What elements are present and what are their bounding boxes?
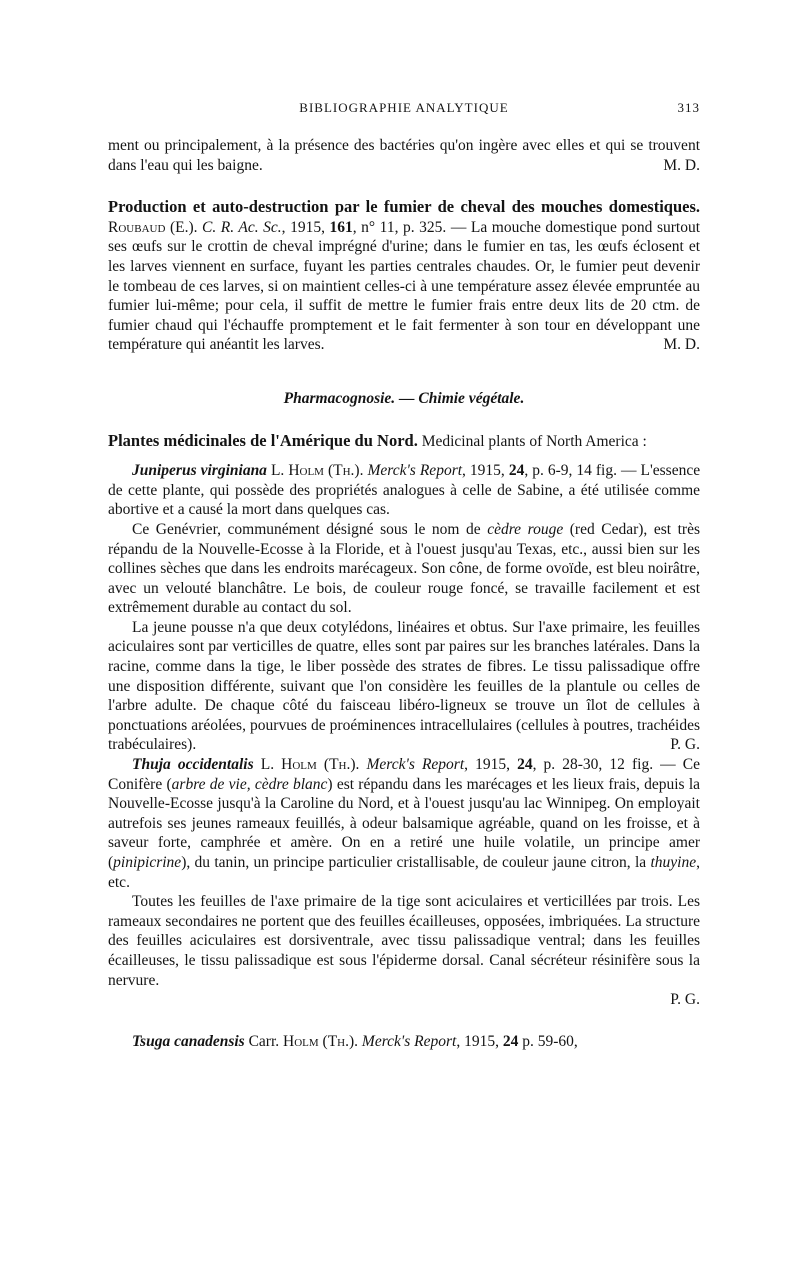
entry-plantes (108, 431, 700, 452)
emphasis: cèdre rouge (487, 520, 564, 538)
tsuga-reference (108, 1032, 700, 1052)
ref-volume: 24 (517, 756, 533, 774)
entry-volume: 161 (329, 218, 353, 236)
entry-continuation-text: ment ou principalement, à la présence des bactéries qu'on ingère avec elles et qui se trouvent dans l'eau qui les baigne. (108, 137, 700, 174)
author-name: Holm (283, 1032, 319, 1050)
entry-author: Roubaud (E.). (108, 218, 198, 236)
species-authority: L. (260, 756, 275, 774)
ref-year: , 1915, (456, 1032, 499, 1050)
entry-continuation (108, 136, 700, 175)
author-initial: (Th.). (323, 756, 360, 774)
paragraph-text: L'essence de cette plante, qui possède des propriétés analogues à celle de Sabine, a été utilisée comme abortive et a causé la mort dans quelques cas. (108, 462, 701, 519)
paragraph-text: (red Cedar), est très répandu de la Nouvelle-Ecosse à la Floride, et à l'ouest jusqu'au Texas, etc., aussi bien sur les collines sèches que dans les endroits marécageux. Son cône, de forme ovoïde, est bleu noirâtre, avec un velouté blanchâtre. Le bois, de couleur rouge foncé, se travaille facilement et est extrêmement durable au contact du sol. (108, 520, 700, 617)
author-name: Holm (281, 756, 317, 774)
species-name: Tsuga canadensis (132, 1032, 245, 1050)
entry-title: Production et auto-destruction par le fumier de cheval des mouches domestiques. (108, 197, 700, 217)
entry-fumier (108, 197, 700, 355)
author-name: Holm (288, 462, 324, 480)
emphasis: arbre de vie, cèdre blanc (171, 775, 328, 793)
journal-name: Merck's Report (366, 756, 465, 774)
paragraph-text: , etc. (108, 854, 700, 891)
juniperus-reference (108, 461, 700, 520)
thuja-reference (108, 755, 700, 892)
entry-ref-pages: , n° 11, p. 325. — (352, 218, 467, 236)
emphasis: pinipicrine (113, 854, 182, 871)
ref-pages: , p. 28-30, 12 fig. — (532, 756, 676, 774)
journal-name: Merck's Report (361, 1032, 457, 1050)
signature: P. G. (670, 736, 700, 754)
species-name: Thuja occidentalis (132, 756, 254, 774)
entry-journal: C. R. Ac. Sc. (202, 218, 282, 236)
juniperus-paragraph-2 (108, 520, 700, 618)
entry-subtitle: Medicinal plants of North America : (421, 432, 647, 450)
paragraph-text: Ce Genévrier, communément désigné sous le nom de (132, 520, 481, 538)
document-page (108, 98, 700, 1051)
signature: M. D. (663, 156, 700, 174)
signature: M. D. (663, 336, 700, 354)
entry-title: Plantes médicinales de l'Amérique du Nord. (108, 430, 418, 450)
author-initial: (Th.). (327, 462, 364, 480)
paragraph-text: ) est répandu dans les marécages et les lieux frais, depuis la Nouvelle-Ecosse jusqu'à la Caroline du Nord, et à l'ouest jusqu'au lac Winnipeg. On employait autrefois ses jeunes rameaux feuillés, à odeur balsamique agréable, quand on les froisse, et à saveur forte, camphrée et amère. On en a retiré une huile volatile, un principe amer ( (108, 775, 701, 871)
ref-volume: 24 (508, 462, 525, 480)
emphasis: thuyine (650, 854, 697, 871)
author-initial: (Th.). (322, 1032, 359, 1050)
paragraph-text: Toutes les feuilles de l'axe primaire de la tige sont aciculaires et verticillées par trois. Les rameaux secondaires ne portent que des feuilles écailleuses, opposées, imbriquées. La structure des feuilles aciculaires est dorsiventrale, avec tissu palissadique ventral; dans les feuilles écailleuses, le tissu palissadique est sous l'épiderme dorsal. Canal sécréteur résinifère sous la nervure. (108, 893, 700, 989)
paragraph-text: ), du tanin, un principe particulier cristallisable, de couleur jaune citron, la (181, 854, 647, 871)
ref-pages: , p. 6-9, 14 fig. — (524, 462, 637, 480)
thuja-paragraph-2 (108, 892, 700, 990)
species-authority: L. (270, 462, 285, 480)
page-number: 313 (677, 100, 700, 115)
juniperus-paragraph-3 (108, 618, 700, 755)
ref-year: , 1915, (462, 462, 505, 480)
ref-pages: p. 59-60, (522, 1032, 578, 1050)
entry-ref-year: , 1915, (281, 218, 325, 236)
section-heading: Pharmacognosie. — Chimie végétale. (283, 389, 525, 407)
signature: P. G. (670, 991, 700, 1009)
species-authority: Carr. (248, 1032, 280, 1050)
ref-year: , 1915, (464, 756, 510, 774)
paragraph-text: Ce Conifère ( (108, 756, 700, 793)
running-header (108, 98, 700, 120)
journal-name: Merck's Report (367, 462, 463, 480)
paragraph-text: La jeune pousse n'a que deux cotylédons, linéaires et obtus. Sur l'axe primaire, les feuilles aciculaires sont par verticilles de quatre, elles sont par paires sur les branches latérales. Dans la racine, comme dans la tige, le liber possède des strates de fibres. Le tissu palissadique offre une disposition différente, suivant que l'on considère les feuilles de la plantule ou celles de l'arbre adulte. De chaque côté du faisceau libéro-ligneux se trouve un îlot de cellules à ponctuations aréolées, pourvues de proéminences intracellulaires (cellules à poutres, trachéides trabéculaires). (108, 618, 700, 754)
ref-volume: 24 (502, 1032, 519, 1050)
entry-body: La mouche domestique pond surtout ses œufs sur le crottin de cheval imprégné d'urine; dans le fumier en tas, les œufs éclosent et les larves viennent en surface, fuyant les parties centrales chaudes. Or, le fumier peut devenir le tombeau de ces larves, si on maintient celles-ci à une température assez élevée empruntée au fumier lui-même; pour cela, il suffit de mettre le fumier frais entre deux lits de 20 ctm. de fumier chaud qui l'échauffe promptement et le fait fermenter à son tour en développant une température qui anéantit les larves. (108, 218, 701, 354)
running-title: BIBLIOGRAPHIE ANALYTIQUE (299, 100, 509, 115)
species-name: Juniperus virginiana (132, 462, 267, 480)
